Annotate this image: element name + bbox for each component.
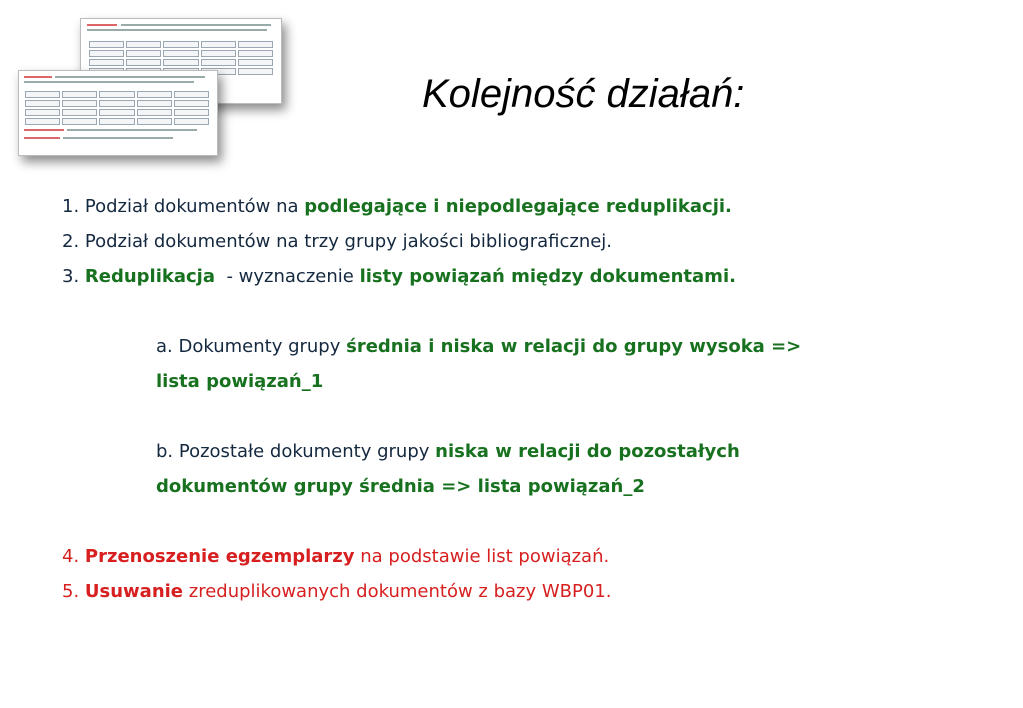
step-1: 1. Podział dokumentów na podlegające i niepodlegające reduplikacji. xyxy=(62,196,732,217)
slide-title: Kolejność działań: xyxy=(422,72,745,116)
steps-list xyxy=(62,189,962,609)
step-3b: b. Pozostałe dokumenty grupy niska w relacji do pozostałych xyxy=(156,441,740,462)
step-4: 4. Przenoszenie egzemplarzy na podstawie list powiązań. xyxy=(62,546,610,567)
step-3a-cont: lista powiązań_1 xyxy=(156,371,324,392)
step-3: 3. Reduplikacja - wyznaczenie listy powiązań między dokumentami. xyxy=(62,266,736,287)
step-3a: a. Dokumenty grupy średnia i niska w relacji do grupy wysoka => xyxy=(156,336,802,357)
step-2: 2. Podział dokumentów na trzy grupy jakości bibliograficznej. xyxy=(62,231,613,252)
step-5: 5. Usuwanie zreduplikowanych dokumentów z bazy WBP01. xyxy=(62,581,612,602)
table-screenshot-thumbnail-front xyxy=(18,70,218,156)
step-3b-cont: dokumentów grupy średnia => lista powiązań_2 xyxy=(156,476,645,497)
